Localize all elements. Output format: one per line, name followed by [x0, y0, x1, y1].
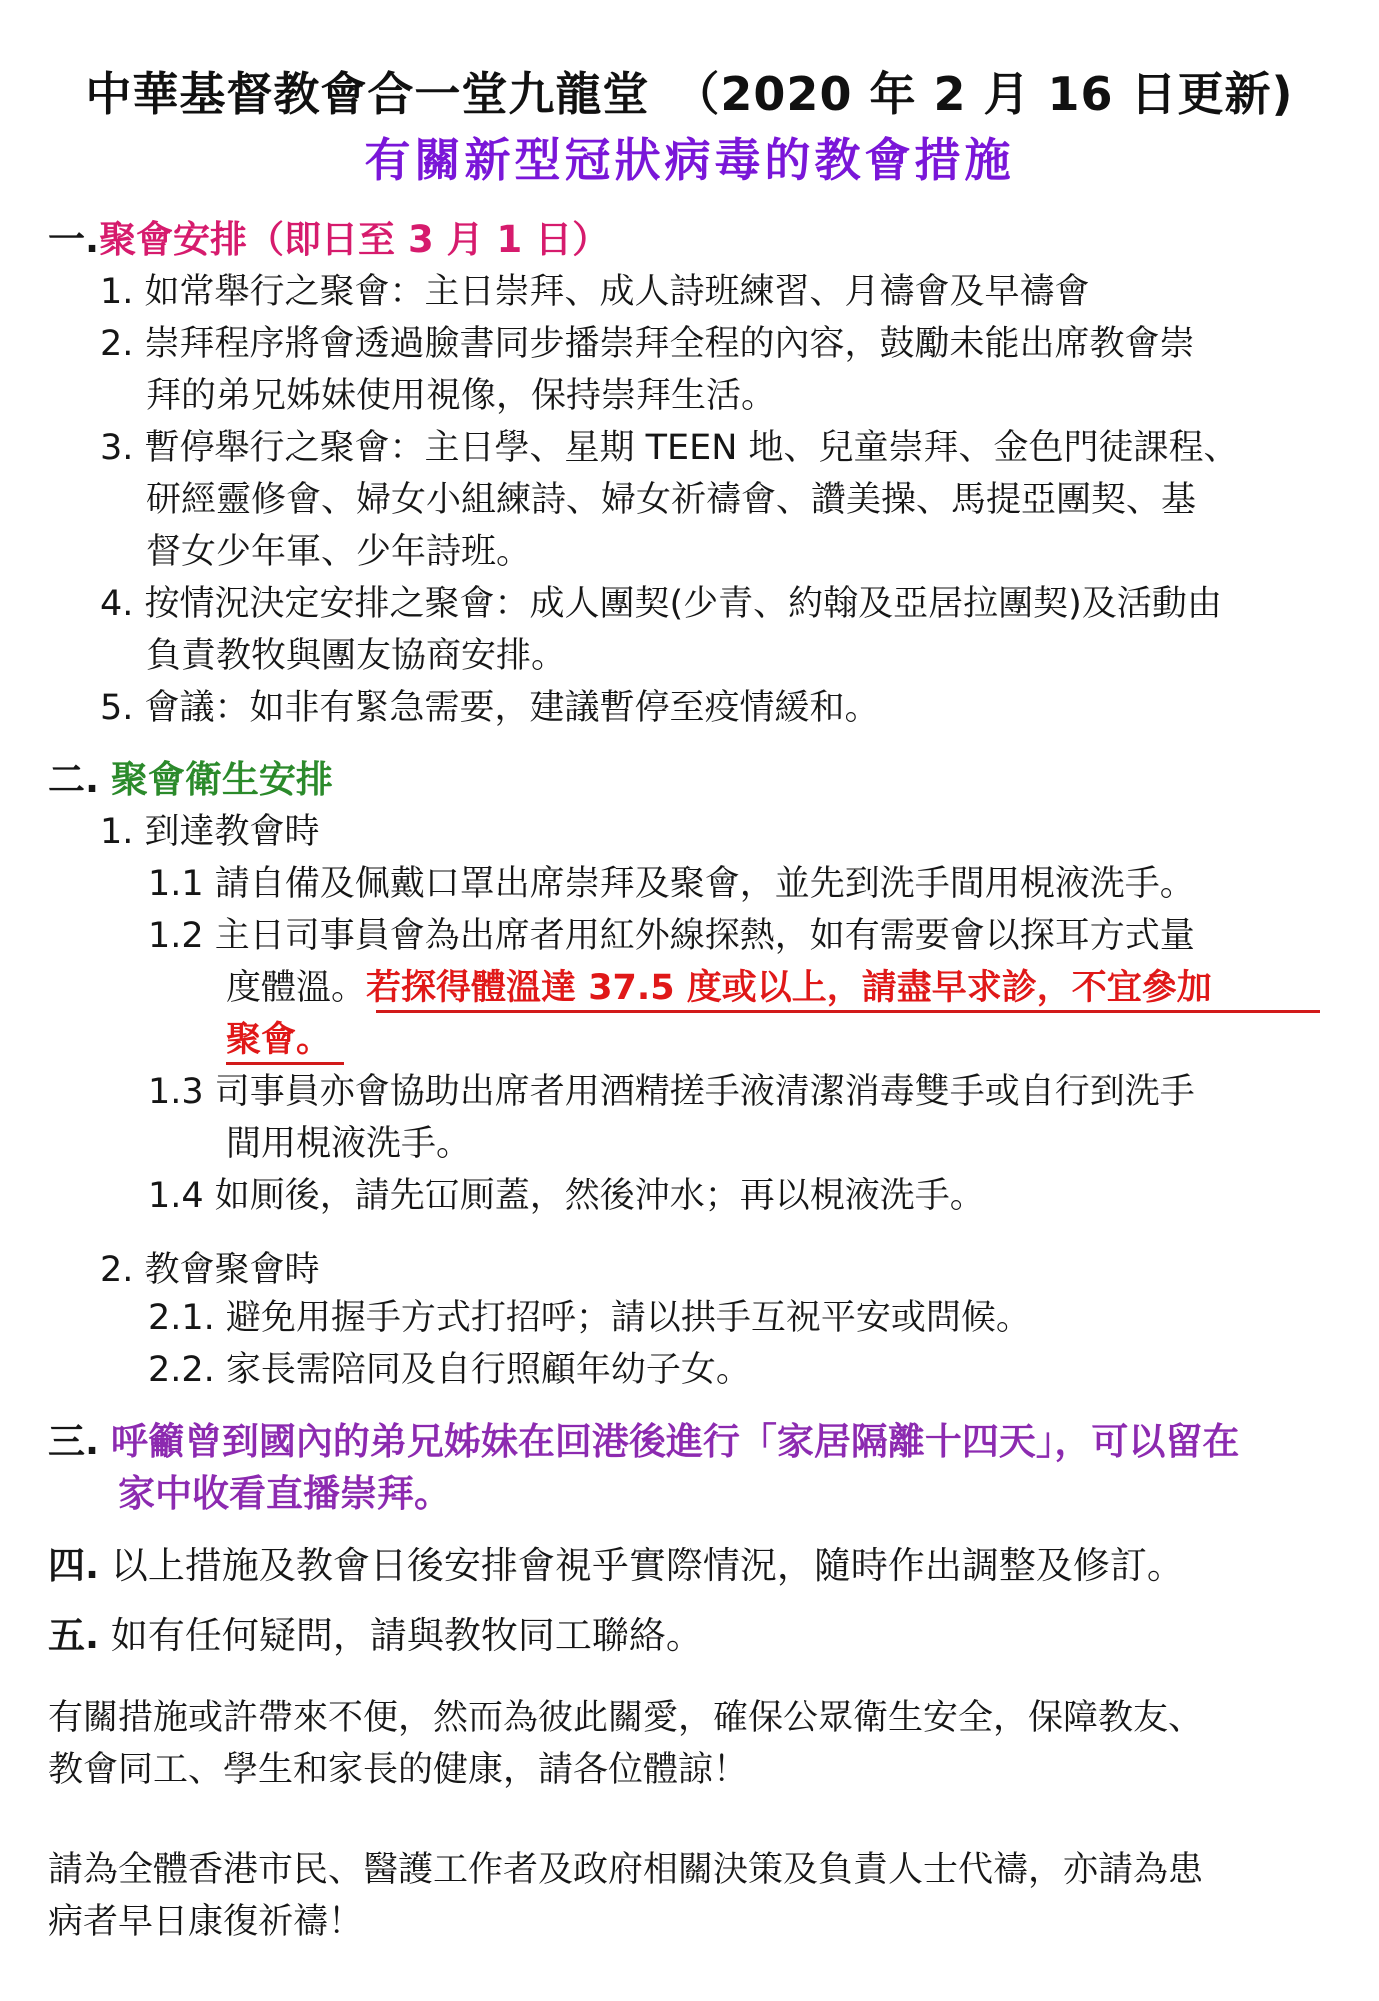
section-2-item-1-2-cont [226, 966, 1212, 1010]
section-3-text: 呼籲曾到國內的弟兄姊妹在回港後進行「家居隔離十四天」，可以留在 [110, 1420, 1240, 1463]
section-2-heading [48, 758, 333, 802]
warning-underline-2 [226, 1062, 344, 1065]
section-1-heading [48, 218, 609, 262]
section-4-text: 以上措施及教會日後安排會視乎實際情況，隨時作出調整及修訂。 [110, 1544, 1184, 1587]
closing-paragraph-1: 有關措施或許帶來不便，然而為彼此關愛，確保公眾衛生安全，保障教友、 [48, 1698, 1204, 1738]
section-1-item-5: 5. 會議：如非有緊急需要，建議暫停至疫情緩和。 [100, 688, 880, 728]
section-1-marker: 一. [48, 218, 100, 261]
section-2-marker: 二. [48, 758, 100, 801]
closing-paragraph-2-cont: 病者早日康復祈禱！ [48, 1902, 364, 1942]
closing-paragraph-2: 請為全體香港市民、醫護工作者及政府相關決策及負責人士代禱，亦請為患 [48, 1850, 1204, 1890]
section-2-sub-1: 1. 到達教會時 [100, 812, 320, 852]
document-title: 中華基督教會合一堂九龍堂 （2020 年 2 月 16 日更新) [85, 67, 1294, 121]
section-5 [48, 1614, 703, 1658]
section-3-line-1 [48, 1420, 1239, 1464]
section-3-line-2: 家中收看直播崇拜。 [118, 1472, 451, 1515]
section-2-item-2-1: 2.1. 避免用握手方式打招呼；請以拱手互祝平安或問候。 [148, 1298, 1031, 1338]
section-2-sub-2: 2. 教會聚會時 [100, 1250, 320, 1290]
document-subtitle: 有關新型冠狀病毒的教會措施 [364, 133, 1015, 187]
fever-warning-cont: 聚會。 [226, 1020, 332, 1060]
section-4-marker: 四. [48, 1544, 100, 1587]
section-1-title: 聚會安排（即日至 3 月 1 日） [99, 218, 610, 261]
section-2-item-1-3: 1.3 司事員亦會協助出席者用酒精搓手液清潔消毒雙手或自行到洗手 [148, 1072, 1195, 1112]
section-2-item-2-2: 2.2. 家長需陪同及自行照顧年幼子女。 [148, 1350, 751, 1390]
section-5-marker: 五. [48, 1614, 100, 1657]
warning-underline-1 [376, 1010, 1320, 1013]
section-1-item-3: 3. 暫停舉行之聚會：主日學、星期 TEEN 地、兒童崇拜、金色門徒課程、 [100, 428, 1239, 468]
section-1-item-4: 4. 按情況決定安排之聚會：成人團契(少青、約翰及亞居拉團契)及活動由 [100, 584, 1222, 624]
section-2-item-1-1: 1.1 請自備及佩戴口罩出席崇拜及聚會，並先到洗手間用梘液洗手。 [148, 864, 1195, 904]
section-4 [48, 1544, 1184, 1588]
fever-warning: 若探得體溫達 37.5 度或以上，請盡早求診，不宜參加 [366, 968, 1212, 1008]
section-2-title: 聚會衛生安排 [110, 758, 333, 801]
section-1-item-3-cont-2: 督女少年軍、少年詩班。 [146, 532, 532, 572]
section-1-item-3-cont-1: 研經靈修會、婦女小組練詩、婦女祈禱會、讚美操、馬提亞團契、基 [146, 480, 1197, 520]
section-1-item-2: 2. 崇拜程序將會透過臉書同步播崇拜全程的內容，鼓勵未能出席教會崇 [100, 324, 1195, 364]
section-2-item-1-3-cont: 間用梘液洗手。 [226, 1124, 472, 1164]
section-1-item-2-cont: 拜的弟兄姊妹使用視像，保持崇拜生活。 [146, 376, 777, 416]
section-2-item-1-4: 1.4 如厠後，請先冚厠蓋，然後沖水；再以梘液洗手。 [148, 1176, 985, 1216]
section-1-item-4-cont: 負責教牧與團友協商安排。 [146, 636, 567, 676]
section-1-item-1: 1. 如常舉行之聚會：主日崇拜、成人詩班練習、月禱會及早禱會 [100, 272, 1090, 312]
section-5-text: 如有任何疑問，請與教牧同工聯絡。 [110, 1614, 703, 1657]
section-2-item-1-2: 1.2 主日司事員會為出席者用紅外線探熱，如有需要會以探耳方式量 [148, 916, 1195, 956]
closing-paragraph-1-cont: 教會同工、學生和家長的健康，請各位體諒！ [48, 1750, 749, 1790]
section-3-marker: 三. [48, 1420, 100, 1463]
temp-text: 度體溫。 [226, 968, 367, 1008]
